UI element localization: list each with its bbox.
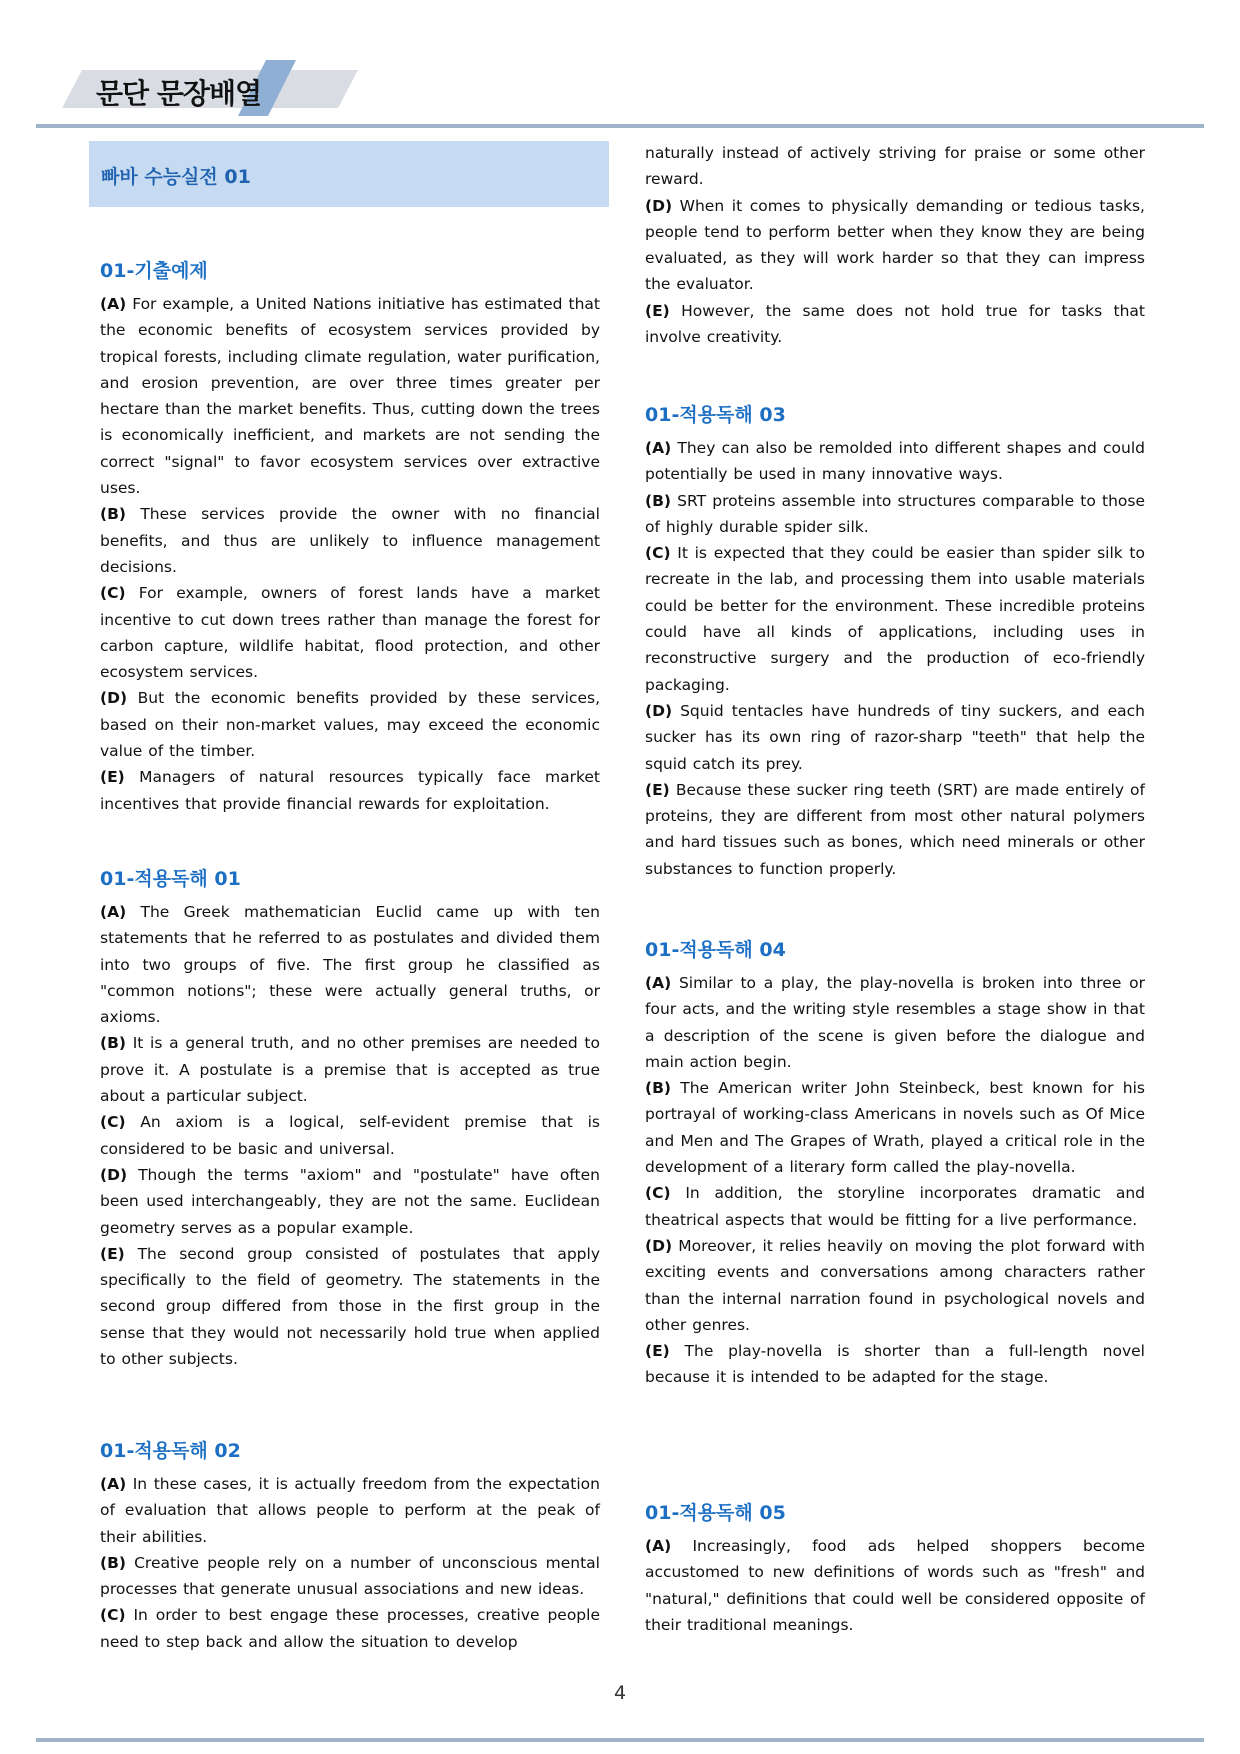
paragraph-text: The second group consisted of postulates that apply specifically to the field of geometry. The statements in the second group differed from those in the first group in the sense that they would not necessarily hold true when applied to other subjects. (100, 1244, 600, 1369)
paragraph-e (100, 764, 600, 817)
block-practice-04 (645, 937, 1145, 1391)
paragraph-label: (E) (645, 780, 670, 799)
paragraph-label: (D) (100, 1165, 128, 1184)
paragraph-label: (A) (100, 1475, 127, 1493)
block-practice-02 (100, 1438, 600, 1655)
paragraph-label: (B) (100, 1553, 126, 1572)
paragraph-text: Squid tentacles have hundreds of tiny suckers, and each sucker has its own ring of razor-sharp "teeth" that help the squid catch its prey. (645, 701, 1145, 773)
header-rule (36, 124, 1204, 128)
block-heading: 01-적용독해 03 (645, 404, 786, 426)
paragraph-text: The Greek mathematician Euclid came up with ten statements that he referred to as postulates and divided them into two groups of five. The first group he classified as "common notions"; these were actually general truths, or axioms. (100, 903, 600, 1027)
paragraph-label: (E) (100, 1244, 125, 1263)
paragraph-text: Though the terms "axiom" and "postulate" have often been used interchangeably, they are not the same. Euclidean geometry serves as a popular example. (100, 1165, 600, 1237)
paragraph-d (100, 1162, 600, 1241)
paragraph-c (100, 580, 600, 685)
paragraph-e (645, 777, 1145, 882)
paragraph-d (100, 685, 600, 764)
paragraph-text: For example, owners of forest lands have a market incentive to cut down trees rather than manage the forest for carbon capture, wildlife habitat, flood protection, and other ecosystem services. (100, 584, 600, 682)
paragraph-label: (A) (100, 295, 127, 313)
paragraph-a (100, 291, 600, 501)
paragraph-a (645, 435, 1145, 488)
paragraph-text: Creative people rely on a number of unconscious mental processes that generate unusual associations and new ideas. (100, 1553, 600, 1599)
paragraph-b (100, 1550, 600, 1603)
paragraph-b (645, 488, 1145, 541)
paragraph-text: In addition, the storyline incorporates dramatic and theatrical aspects that would be fitting for a live performance. (645, 1184, 1145, 1229)
paragraph-label: (B) (100, 1034, 126, 1053)
paragraph-label: (E) (645, 301, 670, 320)
paragraph-text: An axiom is a logical, self-evident premise that is considered to be basic and universal. (100, 1113, 600, 1158)
paragraph-text: The American writer John Steinbeck, best known for his portrayal of working-class Americans in novels such as Of Mice and Men and The Grapes of Wrath, played a critical role in the development of a literary form called the play-novella. (645, 1079, 1145, 1177)
paragraph-c (645, 540, 1145, 698)
header-banner (0, 0, 1240, 140)
paragraph-c (645, 1180, 1145, 1233)
paragraph-text: Because these sucker ring teeth (SRT) are made entirely of proteins, they are different from most other natural polymers and hard tissues such as bones, which need minerals or other substances to function properly. (645, 780, 1145, 878)
block-gichul-example (100, 258, 600, 817)
paragraph-text: It is expected that they could be easier than spider silk to recreate in the lab, and processing them into usable materials could be better for the environment. These incredible proteins could have all kinds of applications, including uses in reconstructive surgery and the production of eco-friendly packaging. (645, 544, 1145, 694)
paragraph-label: (B) (645, 1079, 671, 1098)
paragraph-text: In order to best engage these processes, creative people need to step back and allow the situation to develop (100, 1606, 600, 1651)
paragraph-b (100, 1030, 600, 1109)
paragraph-c (100, 1109, 600, 1162)
paragraph-text: It is a general truth, and no other premises are needed to prove it. A postulate is a premise that is accepted as true about a particular subject. (100, 1034, 600, 1106)
paragraph-text: Increasingly, food ads helped shoppers become accustomed to new definitions of words such as "fresh" and "natural," definitions that could well be considered opposite of their traditional meanings. (645, 1537, 1145, 1634)
block-practice-03 (645, 402, 1145, 882)
paragraph-label: (E) (645, 1342, 670, 1361)
paragraph-label: (A) (645, 974, 672, 992)
section-title: 빠바 수능실전 01 (101, 166, 251, 188)
paragraph-text: When it comes to physically demanding or tedious tasks, people tend to perform better when they know they are being evaluated, as they will work harder so that they can impress the evaluator. (645, 196, 1145, 294)
paragraph-text: The play-novella is shorter than a full-length novel because it is intended to be adapted for the stage. (645, 1342, 1145, 1387)
paragraph-d (645, 193, 1145, 298)
paragraph-text: They can also be remolded into different shapes and could potentially be used in many innovative ways. (645, 439, 1145, 484)
paragraph-a (100, 899, 600, 1030)
paragraph-a (645, 1533, 1145, 1638)
paragraph-label: (C) (645, 544, 671, 563)
paragraph-text: However, the same does not hold true for tasks that involve creativity. (645, 301, 1145, 347)
paragraph-label: (A) (100, 903, 127, 921)
page-number: 4 (613, 1682, 627, 1704)
paragraph-label: (C) (100, 1113, 126, 1132)
block-practice-01 (100, 866, 600, 1372)
paragraph-text: Similar to a play, the play-novella is broken into three or four acts, and the writing style resembles a stage show in that a description of the scene is given before the dialogue and main action begin. (645, 974, 1145, 1071)
paragraph-label: (C) (100, 1606, 126, 1625)
paragraph-label: (D) (645, 196, 673, 215)
block-heading: 01-적용독해 01 (100, 868, 241, 890)
paragraph-text: In these cases, it is actually freedom from the expectation of evaluation that allows people to perform at the peak of their abilities. (100, 1475, 600, 1546)
block-heading: 01-기출예제 (100, 260, 208, 282)
paragraph-label: (B) (100, 505, 126, 524)
paragraph-text: SRT proteins assemble into structures comparable to those of highly durable spider silk. (645, 491, 1145, 536)
paragraph-label: (C) (100, 584, 126, 603)
paragraph-b (645, 1075, 1145, 1180)
paragraph-label: (D) (645, 701, 673, 720)
block-practice-02-continued (645, 140, 1145, 350)
paragraph-text: But the economic benefits provided by these services, based on their non-market values, may exceed the economic value of the timber. (100, 689, 600, 761)
paragraph-c (100, 1602, 600, 1655)
paragraph-label: (C) (645, 1184, 671, 1203)
paragraph-label: (A) (645, 1537, 672, 1555)
block-heading: 01-적용독해 02 (100, 1440, 241, 1462)
paragraph-text: Managers of natural resources typically face market incentives that provide financial rewards for exploitation. (100, 768, 600, 813)
paragraph-a (100, 1471, 600, 1550)
paragraph-label: (B) (645, 491, 671, 510)
paragraph-b (100, 501, 600, 580)
paragraph-d (645, 1233, 1145, 1338)
paragraph-text: naturally instead of actively striving for praise or some other reward. (645, 144, 1145, 189)
paragraph-label: (A) (645, 439, 672, 457)
paragraph-a (645, 970, 1145, 1075)
block-heading: 01-적용독해 04 (645, 939, 786, 961)
paragraph-text: For example, a United Nations initiative has estimated that the economic benefits of ecosystem services provided by tropical forests, including climate regulation, water purification, and erosion prevention, are over three times greater per hectare than the market benefits. Thus, cutting down the trees is economically inefficient, and markets are not sending the correct "signal" to favor ecosystem services over extractive uses. (100, 295, 600, 498)
paragraph-label: (D) (100, 689, 128, 708)
paragraph-label: (D) (645, 1236, 673, 1255)
block-practice-05 (645, 1500, 1145, 1638)
paragraph-text: Moreover, it relies heavily on moving the plot forward with exciting events and conversations among characters rather than the internal narration found in psychological novels and other genres. (645, 1236, 1145, 1334)
paragraph-label: (E) (100, 768, 125, 787)
paragraph-e (645, 298, 1145, 351)
paragraph-c-continued (645, 140, 1145, 193)
paragraph-e (645, 1338, 1145, 1391)
paragraph-e (100, 1241, 600, 1372)
header-title: 문단 문장배열 (96, 77, 262, 110)
block-heading: 01-적용독해 05 (645, 1502, 786, 1524)
footer-rule (36, 1738, 1204, 1742)
paragraph-d (645, 698, 1145, 777)
paragraph-text: These services provide the owner with no financial benefits, and thus are unlikely to influence management decisions. (100, 505, 600, 576)
